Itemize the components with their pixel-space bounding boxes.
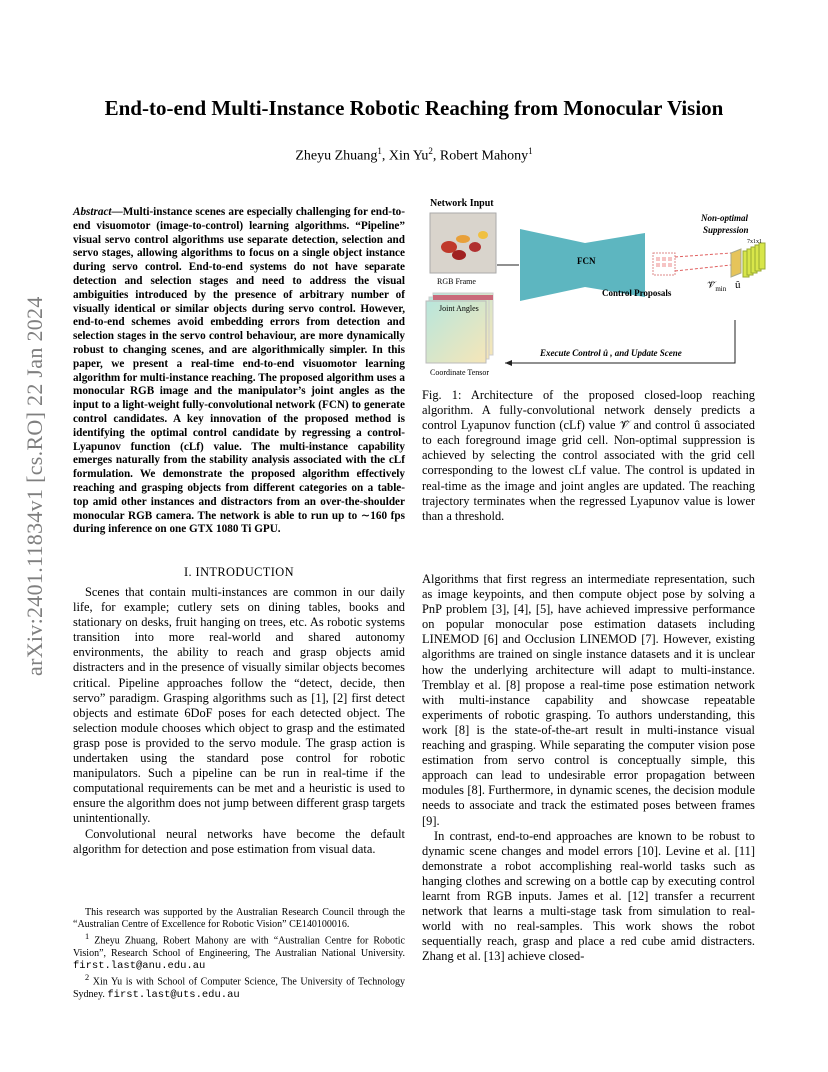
author-name: Zheyu Zhuang <box>295 148 378 164</box>
figure-label-suppression: Suppression <box>703 225 749 235</box>
object-blob <box>456 235 470 243</box>
abstract-text: Multi-instance scenes are especially challenging for end-to-end visuomotor (image-to-control) learning algorithms. “Pipeline” visual servo control algorithms use separate detection, selection and servo stages, allowing algorithms to focus on a single object instance during servo control. End-to-end systems do not have separate detection and selection stages and need to address the visual ambiguities introduced by the presence of arbitrary number of visually identical or similar objects during servo control. However, end-to-end schemes avoid embedding errors from detection and selection stages in the servo control behaviour, are more dynamically robust to changing scenes, and are algorithmically simpler. In this paper, we present a real-time end-to-end visuomotor learning algorithm for multi-instance reaching. The proposed algorithm uses a monocular RGB image and the manipulator’s joint angles as the input to a light-weight fully-convolutional network (FCN) to generate control candidates. A key innovation of the proposed method is identifying the optimal control candidate by regressing a control-Lyapunov function (cLf) value. The multi-instance capability emerges naturally from the stability analysis associated with the cLf formulation. We demonstrate the proposed algorithm effectively reaching and grasping objects from different categories on a table-top amid other instances and distractors from an over-the-shoulder monocular RGB camera. The network is able to run up to ∼160 fps during inference on one GTX 1080 Ti GPU. <box>73 206 405 536</box>
abstract-label: Abstract <box>73 206 112 218</box>
footnote-text: Xin Yu is with School of Computer Science, The University of Technology Sydney. <box>73 976 406 1000</box>
footnote-text: Zheyu Zhuang, Robert Mahony are with “Australian Centre for Robotic Vision”, Research School of Engineering, The Australian National University. <box>73 935 405 959</box>
figure-architecture <box>425 195 785 380</box>
abstract <box>73 206 405 537</box>
proposal-cell <box>668 263 672 267</box>
joint-angles-bar <box>433 295 493 300</box>
email-address: first.last@anu.edu.au <box>73 960 206 973</box>
lyapunov-symbol: 𝒱̂ <box>707 280 716 291</box>
author-name: Robert Mahony <box>439 148 529 164</box>
arxiv-stamp <box>14 290 54 680</box>
footnote-mark: 1 <box>85 932 90 942</box>
figure-label-control-proposals: Control Proposals <box>602 288 672 298</box>
author-name: Xin Yu <box>388 148 429 164</box>
paragraph: Scenes that contain multi-instances are common in our daily life, for example; cutlery sets on dining tables, books and stationary on desks, fruit hanging on trees, etc. As robotic systems transition into more real-world and shared autonomy environments, the ability to reach and grasp objects amid distracters and in the presence of visually similar objects becomes critical. Pipeline approaches follow the “detect, decide, then servo” paradigm. Grasping algorithms such as [1], [2] first detect objects and estimate 6DoF poses for each detected object. The selection module chooses which object to grasp and the estimated grasp pose is provided to the servo module. The grasp action is undertaken using the standard pose control for robotic manipulators. Such a pipeline can be run in real-time if the computational requirements can be met and a heuristic is used to ensure the algorithm does not jump between different grasp targets unintentionally. <box>73 585 405 826</box>
proposal-cell <box>668 257 672 261</box>
email-address: first.last@uts.edu.au <box>107 988 240 1001</box>
footnote-funding: This research was supported by the Australian Research Council through the “Australian Centre of Excellence for Robotic Vision” CE140100016. <box>73 907 405 931</box>
section-heading: I. INTRODUCTION <box>184 565 294 579</box>
min-value-block <box>731 249 741 277</box>
figure-label-network-input: Network Input <box>430 198 494 209</box>
paragraph: Algorithms that first regress an intermediate representation, such as image keypoints, and then compute object pose by solving a PnP problem [3], [4], [5], have achieved impressive performance on popular monocular pose estimation datasets including LINEMOD [6] and Occlusion LINEMOD [7]. However, existing algorithms are trained on single instance datasets and it is unclear how the underlying architecture will adapt to multi-instance. Tremblay et al. [8] propose a real-time pose estimation network with multi-instance capability and showcase repeatable experiments of robotic grasping. To authors understanding, this work [8] is the state-of-the-art result in multi-instance visual reaching and grasping. While separating the computer vision pose estimation from servo control is conceptually simple, this approach can lead to undesirable error propagation between modules [8]. Furthermore, in dynamic scenes, the decision module needs to associate and track the estimated poses between frames [9]. <box>422 572 755 828</box>
arrow-head <box>505 360 512 366</box>
proposal-cell <box>662 263 666 267</box>
footnote-mark: 2 <box>85 973 90 983</box>
right-column-body <box>422 572 755 964</box>
abstract-dash: — <box>111 206 123 218</box>
introduction-body <box>73 585 405 857</box>
figure-label-joint-angles: Joint Angles <box>439 304 479 313</box>
paragraph: In contrast, end-to-end approaches are known to be robust to dynamic scene changes and model errors [10]. Levine et al. [11] demonstrate a robot accomplishing real-world tasks such as hanging clothes and screwing on a bottle cap by executing control learnt from RGB inputs. James et al. [12] transfer a recurrent network that learns a multi-stage task from simulation to real-world with no real-samples. This work shows the robot sequentially reach, grasp and place a red cube amid distracters. Zhang et al. [13] achieve closed- <box>422 828 755 964</box>
figure-label-vmin <box>707 280 726 293</box>
object-blob <box>469 242 481 252</box>
paragraph: Convolutional neural networks have become the default algorithm for detection and pose estimation from visual data. <box>73 826 405 856</box>
figure-label-coordinate-tensor: Coordinate Tensor <box>430 368 490 377</box>
footnotes <box>73 907 405 1001</box>
proposal-cell <box>662 257 666 261</box>
fcn-block <box>520 229 585 301</box>
footnote-affiliation-1 <box>73 931 405 972</box>
author-list: Zheyu Zhuang$^1$, Xin Yu$^2$, Robert Mahony$^1$ <box>295 146 533 164</box>
affiliation-mark: 1 <box>377 146 382 156</box>
figure-label-kernel: 7x1x1 <box>747 239 762 245</box>
suppression-link <box>675 253 731 257</box>
subscript: min <box>715 285 727 293</box>
affiliation-mark: 2 <box>428 146 433 156</box>
suppression-link <box>675 265 731 271</box>
figure-label-control: û <box>735 279 741 291</box>
figure-label-non-optimal: Non-optimal <box>701 213 749 223</box>
proposal-cell <box>656 263 660 267</box>
affiliation-mark: 1 <box>528 146 533 156</box>
control-stack-layer <box>759 243 765 269</box>
figure-label-rgb-frame: RGB Frame <box>437 277 476 286</box>
figure-caption: Fig. 1: Architecture of the proposed closed-loop reaching algorithm. A fully-convolutional network densely predicts a control Lyapunov function (cLf) value 𝒱̂ and control û associated to each foreground image grid cell. Non-optimal suppression is achieved by selecting the control associated with the grid cell corresponding to the lowest cLf value. The control is updated in real-time as the image and joint angles are updated. The reaching trajectory terminates when the regressed Lyapunov value is lower than a threshold. <box>422 388 755 523</box>
paper-title: End-to-end Multi-Instance Robotic Reaching from Monocular Vision <box>104 96 724 120</box>
object-blob <box>478 231 488 239</box>
figure-label-execute: Execute Control û , and Update Scene <box>540 348 682 358</box>
figure-label-fcn: FCN <box>577 256 596 266</box>
object-blob <box>452 250 466 260</box>
arxiv-id: arXiv:2401.11834v1 [cs.RO] 22 Jan 2024 <box>22 296 47 676</box>
proposal-cell <box>656 257 660 261</box>
footnote-affiliation-2 <box>73 972 405 1001</box>
